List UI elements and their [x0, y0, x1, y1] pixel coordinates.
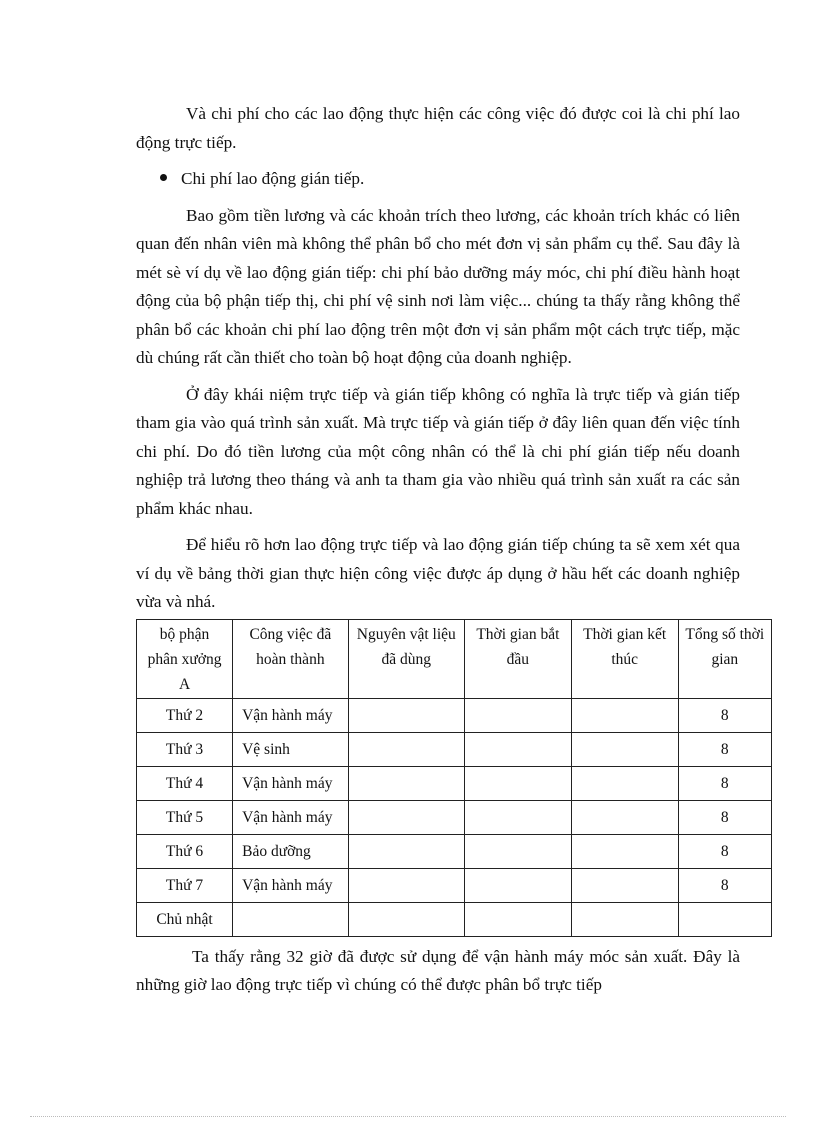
- cell-end: [571, 766, 678, 800]
- cell-day: Thứ 4: [137, 766, 233, 800]
- paragraph-direct-hours-conclusion: Ta thấy rằng 32 giờ đã được sử dụng để vận hành máy móc sản xuất. Đây là những giờ lao động trực tiếp vì chúng có thể được phân bổ trực tiếp: [136, 946, 740, 994]
- cell-start: [464, 902, 571, 936]
- table-row: [137, 868, 772, 902]
- cell-start: [464, 834, 571, 868]
- table-header-row: [137, 619, 772, 698]
- header-work: Công việc đã hoàn thành: [233, 619, 349, 698]
- cell-work: Vệ sinh: [233, 732, 349, 766]
- cell-material: [348, 834, 464, 868]
- table-row: [137, 732, 772, 766]
- header-end: Thời gian kết thúc: [571, 619, 678, 698]
- cell-day: Thứ 3: [137, 732, 233, 766]
- cell-end: [571, 800, 678, 834]
- page-bottom-divider: [30, 1116, 786, 1117]
- cell-total: 8: [678, 732, 771, 766]
- cell-material: [348, 732, 464, 766]
- cell-material: [348, 868, 464, 902]
- cell-end: [571, 834, 678, 868]
- cell-day: Thứ 5: [137, 800, 233, 834]
- cell-end: [571, 902, 678, 936]
- cell-total: 8: [678, 800, 771, 834]
- table-row: [137, 834, 772, 868]
- cell-start: [464, 698, 571, 732]
- cell-work: Vận hành máy: [233, 766, 349, 800]
- cell-material: [348, 800, 464, 834]
- table-row: [137, 766, 772, 800]
- cell-work: Vận hành máy: [233, 868, 349, 902]
- header-material: Nguyên vật liệu đã dùng: [348, 619, 464, 698]
- cell-work: [233, 902, 349, 936]
- paragraph-table-intro: Để hiểu rõ hơn lao động trực tiếp và lao động gián tiếp chúng ta sẽ xem xét qua ví dụ về bảng thời gian thực hiện công việc được áp dụng ở hầu hết các doanh nghiệp vừa và nhá.: [136, 535, 740, 611]
- cell-day: Chủ nhật: [137, 902, 233, 936]
- bullet-indirect-labor: [160, 165, 740, 194]
- cell-material: [348, 766, 464, 800]
- work-time-table: [136, 619, 772, 937]
- table-row: [137, 698, 772, 732]
- cell-total: [678, 902, 771, 936]
- cell-start: [464, 868, 571, 902]
- header-total: Tổng số thời gian: [678, 619, 771, 698]
- table-row: [137, 902, 772, 936]
- cell-start: [464, 800, 571, 834]
- cell-work: Bảo dưỡng: [233, 834, 349, 868]
- cell-day: Thứ 2: [137, 698, 233, 732]
- paragraph-direct-labor-cost: Và chi phí cho các lao động thực hiện các công việc đó được coi là chi phí lao động trực tiếp.: [136, 104, 740, 152]
- cell-end: [571, 732, 678, 766]
- cell-start: [464, 766, 571, 800]
- header-start: Thời gian bắt đầu: [464, 619, 571, 698]
- bullet-text: Chi phí lao động gián tiếp.: [181, 169, 365, 188]
- cell-total: 8: [678, 698, 771, 732]
- header-dept: bộ phận phân xưởng A: [137, 619, 233, 698]
- cell-day: Thứ 7: [137, 868, 233, 902]
- cell-work: Vận hành máy: [233, 800, 349, 834]
- paragraph-direct-indirect-meaning: Ở đây khái niệm trực tiếp và gián tiếp không có nghĩa là trực tiếp và gián tiếp tham gia vào quá trình sản xuất. Mà trực tiếp và gián tiếp ở đây liên quan đến việc tính chi phí. Do đó tiền lương của một công nhân có thể là chi phí gián tiếp nếu doanh nghiệp trả lương theo tháng và anh ta tham gia vào nhiều quá trình sản xuất ra các sản phẩm khác nhau.: [136, 384, 740, 518]
- paragraph-indirect-labor-definition: Bao gồm tiền lương và các khoản trích theo lương, các khoản trích khác có liên quan đến nhân viên mà không thể phân bổ cho mét đơn vị sản phẩm cụ thể. Sau đây là mét sè ví dụ về lao động gián tiếp: chi phí bảo dưỡng máy móc, chi phí điều hành hoạt động của bộ phận tiếp thị, chi phí vệ sinh nơi làm việc... chúng ta thấy rằng không thể phân bổ các khoản chi phí lao động trên một đơn vị sản phẩm một cách trực tiếp, mặc dù chúng rất cần thiết cho toàn bộ hoạt động của doanh nghiệp.: [136, 205, 740, 367]
- table-row: [137, 800, 772, 834]
- cell-material: [348, 902, 464, 936]
- cell-end: [571, 868, 678, 902]
- cell-material: [348, 698, 464, 732]
- cell-total: 8: [678, 868, 771, 902]
- cell-start: [464, 732, 571, 766]
- cell-day: Thứ 6: [137, 834, 233, 868]
- document-body: [136, 100, 765, 1008]
- cell-total: 8: [678, 766, 771, 800]
- cell-end: [571, 698, 678, 732]
- cell-work: Vận hành máy: [233, 698, 349, 732]
- bullet-icon: [160, 174, 167, 181]
- cell-total: 8: [678, 834, 771, 868]
